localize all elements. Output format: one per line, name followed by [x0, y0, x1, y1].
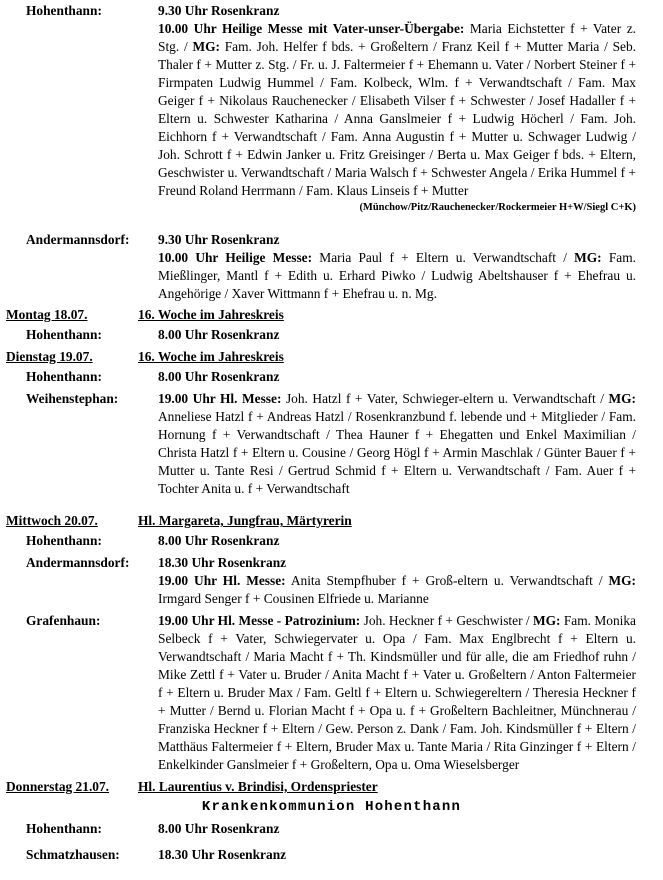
entry-hohenthann-sunday	[0, 0, 663, 215]
day-header-monday	[0, 306, 663, 324]
rosary-time: 9.30 Uhr Rosenkranz	[158, 3, 280, 18]
rosary-time: 8.00 Uhr Rosenkranz	[158, 369, 280, 384]
place-label: Weihenstephan:	[26, 391, 119, 406]
place-label: Hohenthann:	[26, 369, 102, 384]
day-header-wednesday	[0, 512, 663, 530]
day-date: Donnerstag 21.07.	[6, 779, 110, 794]
day-header-thursday	[0, 778, 663, 796]
day-title: 16. Woche im Jahreskreis	[138, 307, 284, 322]
place-label: Hohenthann:	[26, 821, 102, 836]
mass-intentions: 10.00 Uhr Heilige Messe: Maria Paul f + Eltern u. Verwandtschaft / MG: Fam. Mießlinger, Mantl f + Edith u. Erhard Piwko / Ludwig Abeltshauser f + Ehefrau u. Angehörige / Xaver Wittmann f + Ehefrau u. n. Mg.	[158, 250, 636, 301]
rosary-time: 18.30 Uhr Rosenkranz	[158, 555, 287, 570]
place-label: Hohenthann:	[26, 533, 102, 548]
mass-intentions: 19.00 Uhr Hl. Messe: Anita Stempfhuber f + Groß-eltern u. Verwandtschaft / MG: Irmgard Senger f + Cousinen Elfriede u. Marianne	[158, 573, 636, 606]
day-date: Dienstag 19.07.	[6, 349, 93, 364]
mass-intentions: 10.00 Uhr Heilige Messe mit Vater-unser-Übergabe: Maria Eichstetter f + Vater z. Stg. / MG: Fam. Joh. Helfer f bds. + Großeltern / Franz Keil f + Mutter Maria / Seb. Thaler f + Mutter z. Stg. / Fr. u. J. Faltermeier f + Ehemann u. Vater / Norbert Steiner f + Firmpaten Ludwig Hummel / Fam. Kolbeck, Wlm. f + Verwandtschaft / Fam. Max Geiger f + Nikolaus Rauchenecker / Elisabeth Vilser f + Schwester / Josef Hadaller f + Eltern u. Schwester Katharina / Anna Ganslmeier f + Ludwig Höcherl / Fam. Joh. Eichhorn f + Verwandtschaft / Fam. Anna Augustin f + Mutter u. Schwager Ludwig / Joh. Schrott f + Edwin Janker u. Fritz Greisinger / Berta u. Max Geiger f bds. + Eltern, Geschwister u. Verwandtschaft / Maria Walsch f + Schwester Angela / Erika Hummel f + Freund Roland Herrmann / Fam. Klaus Linseis f + Mutter	[158, 21, 636, 198]
entry-andermannsdorf-sunday	[0, 231, 663, 303]
rosary-time: 8.00 Uhr Rosenkranz	[158, 821, 280, 836]
mass-intentions: 19.00 Uhr Hl. Messe - Patrozinium: Joh. Heckner f + Geschwister / MG: Fam. Monika Selbeck f + Vater, Schwiegervater u. Opa / Fam. Max Englbrecht f + Eltern u. Verwandtschaft / Maria Macht f + Th. Kindsmüller und für alle, die am Friedhof ruhn / Mike Zettl f + Vater u. Bruder / Anita Macht f + Vater u. Großeltern / Anton Faltermeier f + Eltern u. Bruder Max / Fam. Geltl f + Eltern u. Schwiegereltern / Theresia Heckner f + Mutter / Bernd u. Florian Macht f + Opa u. f + Großeltern Bachleitner, Münchnerau / Franziska Heckner f + Eltern / Gew. Person z. Dank / Fam. Joh. Kindsmüller f + Eltern / Matthäus Faltermeier f + Eltern, Bruder Max u. Tante Maria / Rita Ginzinger f + Eltern / Enkelkinder Ganslmeier f + Großeltern, Opa u. Oma Wieselsberger	[158, 613, 637, 772]
place-label: Hohenthann:	[26, 3, 102, 18]
day-title: Hl. Laurentius v. Brindisi, Ordenspriester	[138, 779, 378, 794]
entry-hohenthann-monday	[0, 326, 663, 344]
entry-hohenthann-wednesday	[0, 532, 663, 550]
day-header-tuesday	[0, 348, 663, 366]
rosary-time: 9.30 Uhr Rosenkranz	[158, 232, 280, 247]
day-date: Mittwoch 20.07.	[6, 513, 98, 528]
place-label: Grafenhaun:	[26, 613, 101, 628]
entry-andermannsdorf-wednesday	[0, 554, 663, 608]
rosary-time: 18.30 Uhr Rosenkranz	[158, 847, 287, 862]
day-title: 16. Woche im Jahreskreis	[138, 349, 284, 364]
place-label: Schmatzhausen:	[26, 847, 120, 862]
day-date: Montag 18.07.	[6, 307, 88, 322]
ministrant-signature: (Münchow/Pitz/Rauchenecker/Rockermeier H+W/Siegl C+K)	[359, 202, 636, 213]
place-label: Andermannsdorf:	[26, 232, 130, 247]
rosary-time: 8.00 Uhr Rosenkranz	[158, 533, 280, 548]
special-notice: Krankenkommunion Hohenthann	[201, 799, 462, 815]
place-label: Andermannsdorf:	[26, 555, 130, 570]
rosary-time: 8.00 Uhr Rosenkranz	[158, 327, 280, 342]
entry-grafenhaun-wednesday	[0, 612, 663, 774]
entry-hohenthann-tuesday	[0, 368, 663, 386]
entry-schmatzhausen-thursday	[0, 846, 663, 864]
mass-intentions: 19.00 Uhr Hl. Messe: Joh. Hatzl f + Vater, Schwieger-eltern u. Verwandtschaft / MG: Anneliese Hatzl f + Andreas Hatzl / Rosenkranzbund f. lebende und + Mitglieder / Fam. Hornung f + Verwandtschaft / Thea Hauner f + Ehegatten und Enkel Maximilian / Christa Hatzl f + Eltern u. Cousine / Georg Högl f + Armin Maschlak / Günter Bauer f + Mutter u. Tante Resi / Gertrud Schmid f + Eltern u. Verwandtschaft / Fam. Auer f + Tochter Anita u. f + Verwandtschaft	[158, 391, 636, 496]
entry-hohenthann-thursday	[0, 820, 663, 838]
entry-weihenstephan-tuesday	[0, 390, 663, 498]
place-label: Hohenthann:	[26, 327, 102, 342]
day-title: Hl. Margareta, Jungfrau, Märtyrerin	[138, 513, 352, 528]
